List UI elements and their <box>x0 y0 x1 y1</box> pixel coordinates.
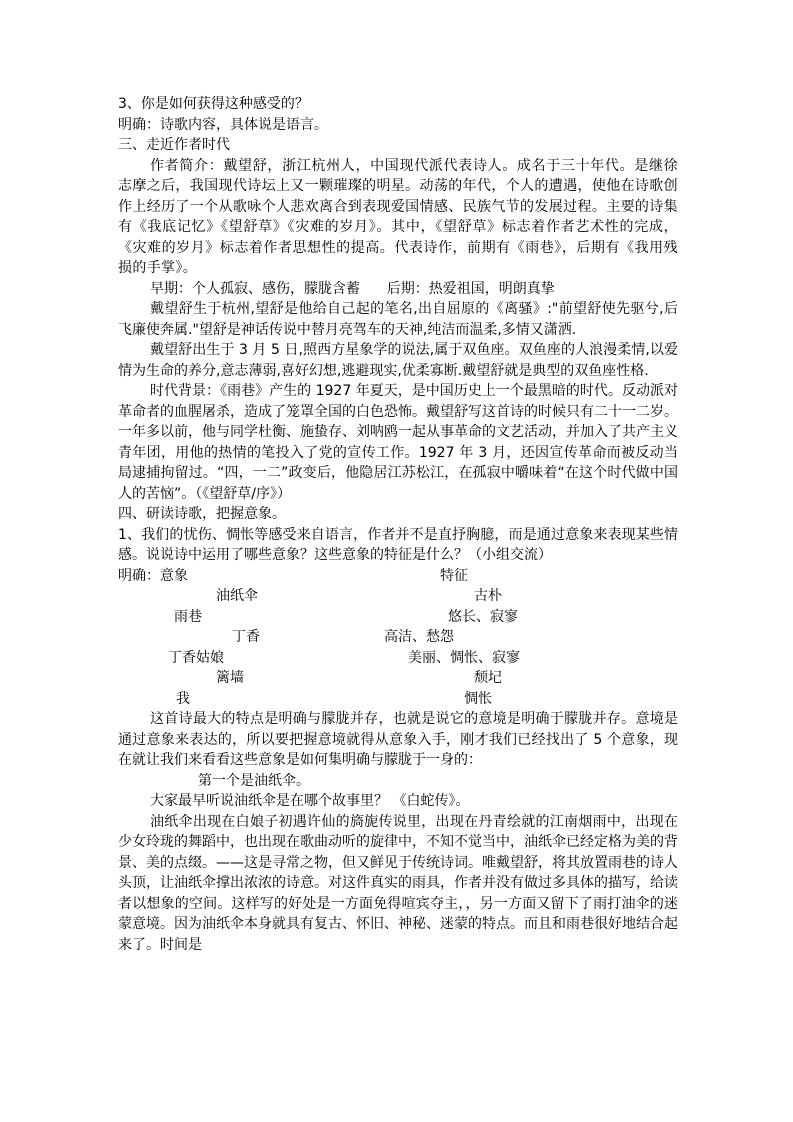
author-periods: 早期：个人孤寂、感伤，朦胧含蓄 后期：热爱祖国，明朗真挚 <box>150 280 555 297</box>
section-4-heading: 四、研读诗歌，把握意象。 <box>118 506 286 522</box>
imagery-feature: 古朴 <box>474 588 502 604</box>
section-3-heading: 三、走近作者时代 <box>118 137 230 153</box>
imagery-feature: 惆怅 <box>464 690 492 707</box>
feature-paragraph: 这首诗最大的特点是明确与朦胧并存，也就是说它的意境是明确于朦胧并存。意境是通过意象来表达的，所以要把握意境就得从意象入手，刚才我们已经找出了 5 个意象，现在就让我们来看看这些意象是如何集明确与朦胧于一身的： <box>118 711 678 768</box>
imagery-name: 篱墙 <box>216 670 244 686</box>
imagery-row <box>118 668 678 689</box>
author-bio: 作者简介：戴望舒，浙江杭州人，中国现代派代表诗人。成名于三十年代。是继徐志摩之后，我国现代诗坛上又一颗璀璨的明星。动荡的年代，个人的遭遇，使他在诗歌创作上经历了一个从歌咏个人悲欢离合到表现爱国情感、民族气节的发展过程。主要的诗集有《我底记忆》《望舒草》《灾难的岁月》。其中，《望舒草》标志着作者艺术性的完成，《灾难的岁月》标志着作者思想性的提高。代表诗作，前期有《雨巷》，后期有《我用残损的手掌》。 <box>118 157 678 276</box>
imagery-row <box>118 648 678 669</box>
document-page <box>118 94 678 955</box>
imagery-row <box>118 586 678 607</box>
umbrella-paragraph: 油纸伞出现在白娘子初遇许仙的旖旎传说里，出现在丹青绘就的江南烟雨中，出现在少女玲珑的舞蹈中，也出现在歌曲动听的旋律中，不知不觉当中，油纸伞已经定格为美的背景、美的点缀。——这是寻常之物，但又鲜见于传统诗词。唯戴望舒，将其放置雨巷的诗人头顶，让油纸伞撑出浓浓的诗意。对这件真实的雨具，作者并没有做过多具体的描写，给读者以想象的空间。这样写的好处是一方面免得喧宾夺主，，另一方面又留下了雨打油伞的迷蒙意境。因为油纸伞本身就具有复古、怀旧、神秘、迷蒙的特点。而且和雨巷很好地结合起来了。时间是 <box>118 813 678 953</box>
answer-3: 明确：诗歌内容，具体说是语言。 <box>118 116 328 133</box>
imagery-row <box>118 689 678 710</box>
question-1: 1、我们的忧伤、惆怅等感受来自语言，作者并不是直抒胸臆，而是通过意象来表现某些情感。说说诗中运用了哪些意象？这些意象的特征是什么？（小组交流） <box>118 526 678 563</box>
first-imagery-line: 第一个是油纸伞。 <box>198 772 310 789</box>
imagery-header-label: 明确：意象 <box>118 567 188 584</box>
imagery-name: 我 <box>176 690 190 707</box>
imagery-row <box>118 607 678 628</box>
question-3: 3、你是如何获得这种感受的？ <box>118 96 309 112</box>
pen-name-origin: 戴望舒生于杭州,望舒是他给自己起的笔名,出自屈原的《离骚》:"前望舒使先驱兮,后飞廉使奔属."望舒是神话传说中替月亮驾车的天神,纯洁而温柔,多情又潇洒. <box>118 301 678 338</box>
imagery-feature: 高洁、愁怨 <box>384 629 454 645</box>
imagery-name: 雨巷 <box>174 608 202 625</box>
imagery-header <box>118 566 678 587</box>
imagery-name: 油纸伞 <box>216 588 258 604</box>
zodiac-paragraph: 戴望舒出生于 3 月 5 日,照西方星象学的说法,属于双鱼座。双鱼座的人浪漫柔情,以爱情为生命的养分,意志薄弱,喜好幻想,逃避现实,优柔寡断.戴望舒就是典型的双鱼座性格. <box>118 342 678 379</box>
imagery-feature: 悠长、寂寥 <box>448 608 518 625</box>
imagery-row <box>118 627 678 648</box>
story-question: 大家最早听说油纸伞是在哪个故事里？ 《白蛇传》。 <box>150 793 470 809</box>
imagery-feature: 美丽、惆怅、寂寥 <box>408 649 520 666</box>
era-background: 时代背景：《雨巷》产生的 1927 年夏天，是中国历史上一个最黑暗的时代。反动派对革命者的血腥屠杀，造成了笼罩全国的白色恐怖。戴望舒写这首诗的时候只有二十一二岁。一年多以前，他与同学杜衡、施蛰存、刘呐鸥一起从事革命的文艺活动，并加入了共产主义青年团，用他的热情的笔投入了党的宣传工作。1927 年 3 月，还因宣传革命而被反动当局逮捕拘留过。“四，一二”政变后，他隐居江苏松江，在孤寂中嚼味着“在这个时代做中国人的苦恼”。（《望舒草/序》） <box>118 383 678 502</box>
imagery-feature: 颓圮 <box>474 670 502 686</box>
imagery-name: 丁香 <box>232 629 260 645</box>
imagery-name: 丁香姑娘 <box>168 649 224 666</box>
feature-header-label: 特征 <box>440 567 468 584</box>
